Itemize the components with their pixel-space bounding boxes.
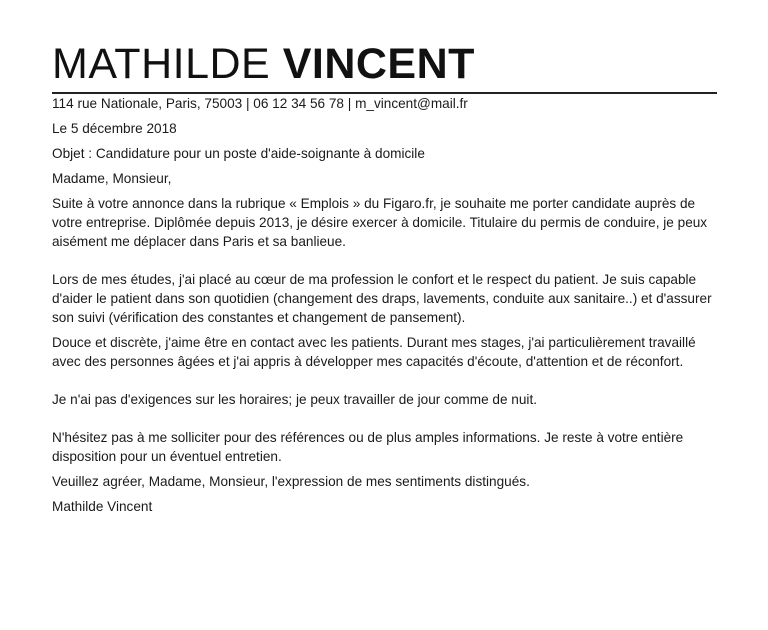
letter-body (52, 94, 720, 516)
cover-letter (52, 0, 720, 516)
paragraph-references: N'hésitez pas à me solliciter pour des références ou de plus amples informations. Je reste à votre entière disposition pour un éventuel entretien. (52, 430, 684, 464)
letter-closing: Veuillez agréer, Madame, Monsieur, l'expression de mes sentiments distingués. (52, 474, 530, 489)
paragraph-availability: Je n'ai pas d'exigences sur les horaires; je peux travailler de jour comme de nuit. (52, 392, 537, 407)
letter-signature: Mathilde Vincent (52, 499, 153, 514)
paragraph-intro: Suite à votre annonce dans la rubrique « Emplois » du Figaro.fr, je souhaite me porter candidate auprès de votre entreprise. Diplômée depuis 2013, je désire exercer à domicile. Titulaire du permis de conduire, je peux aisément me déplacer dans Paris et sa banlieue. (52, 196, 708, 249)
letter-date: Le 5 décembre 2018 (52, 121, 177, 136)
paragraph-qualities: Douce et discrète, j'aime être en contact avec les patients. Durant mes stages, j'ai particulièrement travaillé avec des personnes âgées et j'ai appris à développer mes capacités d'écoute, d'attention et de réconfort. (52, 335, 696, 369)
last-name: VINCENT (282, 40, 475, 88)
contact-line: 114 rue Nationale, Paris, 75003 | 06 12 34 56 78 | m_vincent@mail.fr (52, 96, 468, 111)
paragraph-studies: Lors de mes études, j'ai placé au cœur de ma profession le confort et le respect du patient. Je suis capable d'aider le patient dans son quotidien (changement des draps, lavements, conduite aux sanitaire..) et d'assurer son suivi (vérification des constantes et changement de pansement). (52, 272, 712, 325)
applicant-name (52, 0, 720, 88)
letter-salutation: Madame, Monsieur, (52, 171, 172, 186)
first-name: MATHILDE (52, 40, 271, 88)
letter-subject: Objet : Candidature pour un poste d'aide-soignante à domicile (52, 146, 425, 161)
